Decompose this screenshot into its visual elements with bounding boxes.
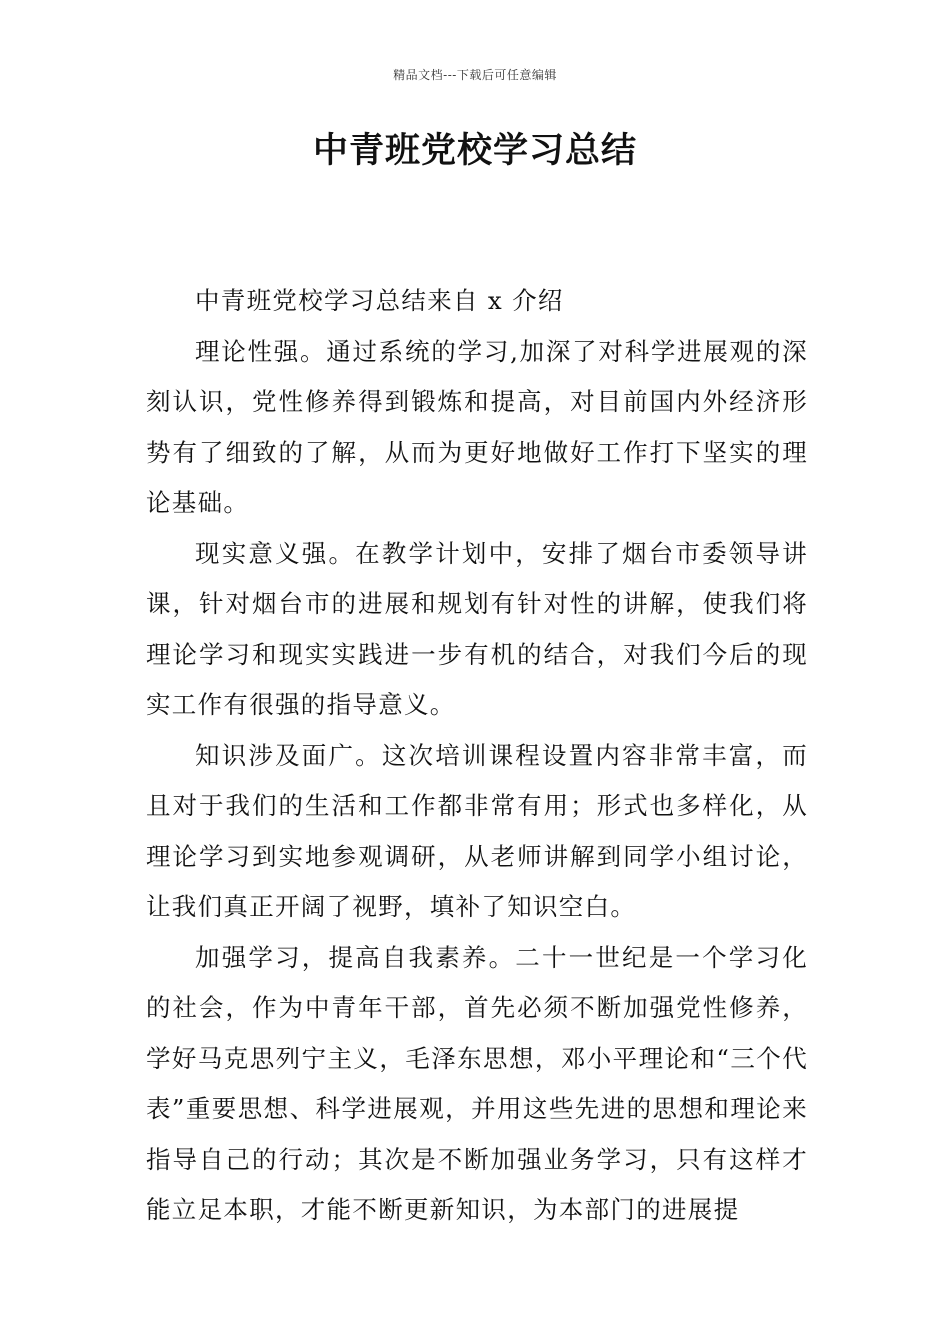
paragraph-study: 加强学习，提高自我素养。二十一世纪是一个学习化的社会，作为中青年干部，首先必须不断加强党性修养，学好马克思列宁主义，毛泽东思想，邓小平理论和“三个代表”重要思想、科学进展观，并用这些先进的思想和理论来指导自己的行动；其次是不断加强业务学习，只有这样才能立足本职，才能不断更新知识，为本部门的进展提 [146,942,808,1224]
paragraph-knowledge: 知识涉及面广。这次培训课程设置内容非常丰富，而且对于我们的生活和工作都非常有用；形式也多样化，从理论学习到实地参观调研，从老师讲解到同学小组讨论，让我们真正开阔了视野，填补了知识空白。 [146,740,808,921]
page-header-note: 精品文档---下载后可任意编辑 [393,68,557,82]
document-title: 中青班党校学习总结 [312,131,637,171]
paragraph-intro: 中青班党校学习总结来自 x 介绍 [195,286,564,315]
paragraph-theory: 理论性强。通过系统的学习,加深了对科学进展观的深刻认识，党性修养得到锻炼和提高，对目前国内外经济形势有了细致的了解，从而为更好地做好工作打下坚实的理论基础。 [146,336,808,517]
paragraph-practical: 现实意义强。在教学计划中，安排了烟台市委领导讲课，针对烟台市的进展和规划有针对性的讲解，使我们将理论学习和现实实践进一步有机的结合，对我们今后的现实工作有很强的指导意义。 [146,538,808,719]
document-body [146,276,808,1236]
